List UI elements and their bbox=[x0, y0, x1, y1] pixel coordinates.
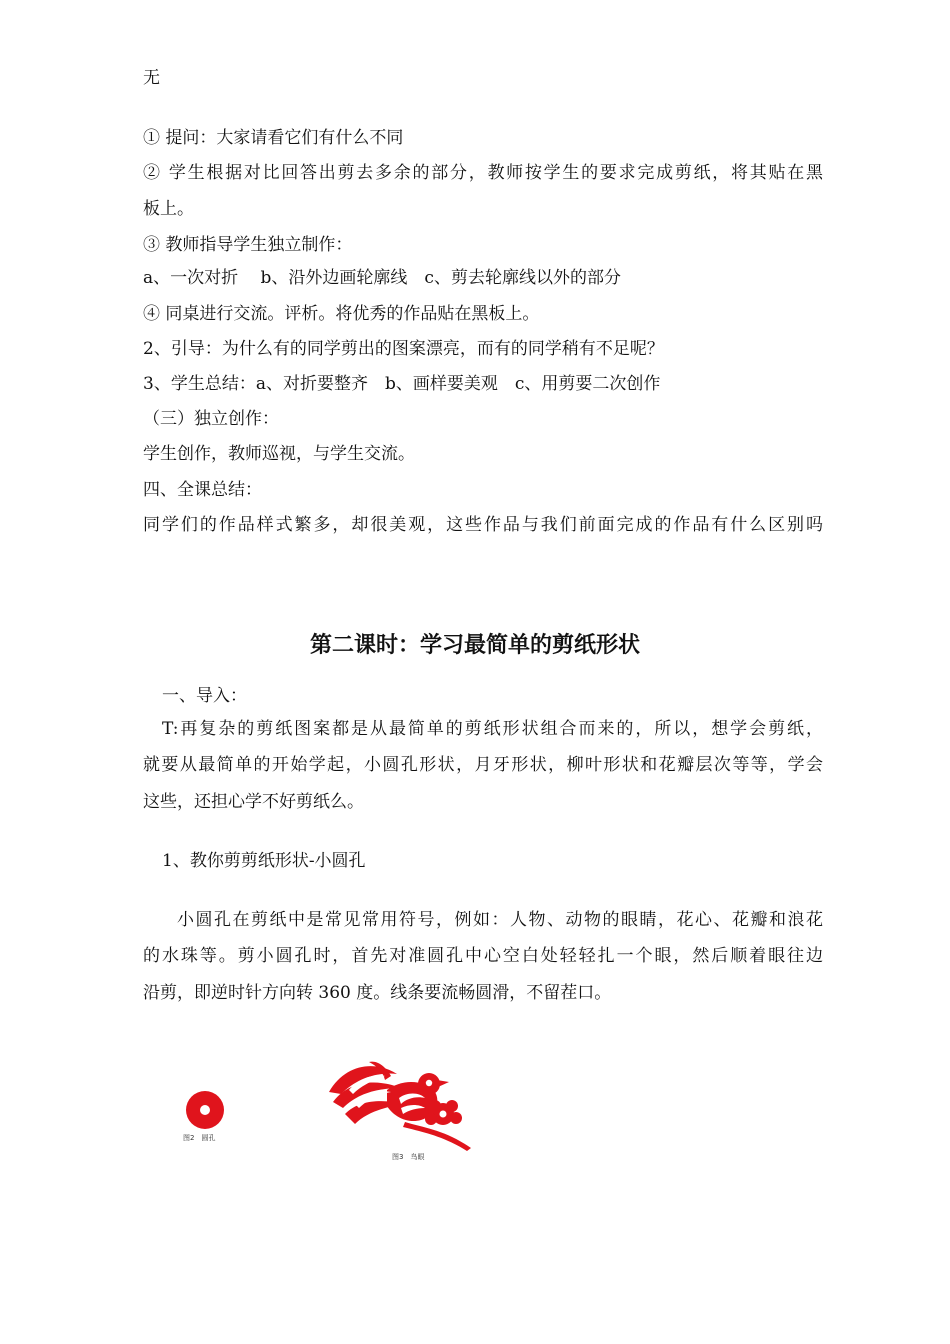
bird-papercut-figure bbox=[325, 1058, 475, 1153]
text-line: ② 学生根据对比回答出剪去多余的部分，教师按学生的要求完成剪纸，将其贴在黑 bbox=[143, 163, 823, 183]
text-line: 这些，还担心学不好剪纸么。 bbox=[143, 792, 364, 812]
text-line: 沿剪，即逆时针方向转 360 度。线条要流畅圆滑，不留茬口。 bbox=[143, 983, 612, 1003]
text-line: ④ 同桌进行交流。评析。将优秀的作品贴在黑板上。 bbox=[143, 304, 540, 324]
text-line: 1、教你剪剪纸形状-小圆孔 bbox=[162, 851, 366, 871]
figure-caption: 图2 圆孔 bbox=[183, 1134, 216, 1142]
text-line: 小圆孔在剪纸中是常见常用符号，例如：人物、动物的眼睛，花心、花瓣和浪花 bbox=[177, 910, 823, 930]
text-line: 就要从最简单的开始学起，小圆孔形状，月牙形状，柳叶形状和花瓣层次等等，学会 bbox=[143, 755, 823, 775]
round-hole-figure bbox=[180, 1090, 234, 1130]
text-line: 一、导入： bbox=[162, 686, 247, 706]
text-line: 无 bbox=[143, 68, 160, 88]
text-line: 3、学生总结：a、对折要整齐 b、画样要美观 c、用剪要二次创作 bbox=[143, 374, 661, 394]
text-line: 同学们的作品样式繁多，却很美观，这些作品与我们前面完成的作品有什么区别吗 bbox=[143, 515, 823, 535]
figure-caption: 图3 鸟眼 bbox=[392, 1153, 425, 1161]
text-line: 四、全课总结： bbox=[143, 480, 262, 500]
text-line: T:再复杂的剪纸图案都是从最简单的剪纸形状组合而来的，所以，想学会剪纸， bbox=[162, 719, 823, 739]
section-title: 第二课时：学习最简单的剪纸形状 bbox=[309, 633, 640, 658]
text-line: 学生创作，教师巡视，与学生交流。 bbox=[143, 444, 415, 464]
text-line: ① 提问：大家请看它们有什么不同 bbox=[143, 128, 404, 148]
text-line: 2、引导：为什么有的同学剪出的图案漂亮，而有的同学稍有不足呢？ bbox=[143, 339, 664, 359]
text-line: a、一次对折 b、沿外边画轮廓线 c、剪去轮廓线以外的部分 bbox=[143, 268, 621, 288]
text-line: 的水珠等。剪小圆孔时，首先对准圆孔中心空白处轻轻扎一个眼，然后顺着眼往边 bbox=[143, 946, 823, 966]
text-line: 板上。 bbox=[143, 199, 194, 219]
text-line: （三）独立创作： bbox=[143, 409, 279, 429]
text-line: ③ 教师指导学生独立制作： bbox=[143, 235, 353, 255]
